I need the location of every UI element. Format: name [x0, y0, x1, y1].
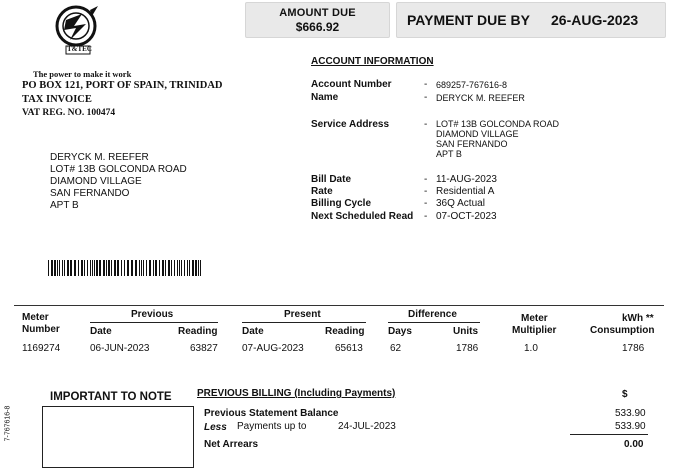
- logo-text: T&TEC: [67, 45, 92, 53]
- previous-billing-heading: PREVIOUS BILLING (Including Payments): [197, 388, 396, 399]
- multiplier-header: Meter: [521, 313, 548, 324]
- service-address-line: APT B: [436, 149, 462, 159]
- barcode-bar: [181, 260, 182, 276]
- barcode-bar: [192, 260, 194, 276]
- separator-dash: -: [424, 174, 428, 185]
- meter-number-header: Meter: [22, 312, 49, 323]
- row-prev-date: 06-JUN-2023: [90, 343, 150, 354]
- barcode-bar: [184, 260, 185, 276]
- days-header: Days: [388, 326, 412, 337]
- bill-date-value: 11-AUG-2023: [436, 174, 497, 185]
- separator-dash: -: [424, 79, 428, 90]
- difference-header: Difference: [408, 309, 457, 320]
- units-header: Units: [453, 326, 478, 337]
- barcode-bar: [127, 260, 129, 276]
- document-type: TAX INVOICE: [22, 94, 92, 105]
- barcode-bar: [174, 260, 175, 276]
- barcode-bar: [165, 260, 166, 276]
- barcode-bar: [177, 260, 178, 276]
- amount-due-value: $666.92: [295, 20, 340, 34]
- less-label: Less: [204, 422, 227, 433]
- row-units: 1786: [456, 343, 479, 354]
- barcode-bar: [59, 260, 60, 276]
- barcode-bar: [70, 260, 72, 276]
- row-multiplier: 1.0: [524, 343, 538, 354]
- barcode-bar: [87, 260, 88, 276]
- service-address-label: Service Address: [311, 119, 390, 130]
- billing-cycle-value: 36Q Actual: [436, 198, 485, 209]
- kwh-header: Consumption: [590, 325, 655, 336]
- previous-header: Previous: [131, 309, 174, 320]
- barcode-bar: [62, 260, 63, 276]
- barcode-bar: [117, 260, 119, 276]
- barcode-bar: [171, 260, 172, 276]
- barcode-bar: [200, 260, 201, 276]
- company-logo: [52, 4, 108, 66]
- postal-barcode: [48, 260, 203, 276]
- amount-due-box: [245, 2, 390, 38]
- difference-underline: [388, 322, 480, 323]
- barcode-bar: [74, 260, 76, 276]
- barcode-bar: [90, 260, 91, 276]
- account-number-value: 689257-767616-8: [436, 80, 508, 90]
- barcode-bar: [51, 260, 53, 276]
- separator-dash: -: [424, 119, 428, 130]
- separator-dash: -: [424, 198, 428, 209]
- barcode-bar: [114, 260, 116, 276]
- barcode-bar: [124, 260, 125, 276]
- prev-balance-label: Previous Statement Balance: [204, 408, 339, 419]
- barcode-bar: [189, 260, 190, 276]
- barcode-bar: [149, 260, 151, 276]
- separator-dash: -: [424, 211, 428, 222]
- customer-address-line: APT B: [50, 200, 79, 211]
- barcode-bar: [99, 260, 101, 276]
- barcode-bar: [96, 260, 98, 276]
- barcode-bar: [143, 260, 144, 276]
- side-account-text: 7-767616-8: [4, 405, 12, 442]
- important-note-heading: IMPORTANT TO NOTE: [50, 391, 172, 403]
- name-label: Name: [311, 92, 339, 103]
- present-underline: [242, 322, 366, 323]
- barcode-bar: [67, 260, 69, 276]
- rate-label: Rate: [311, 186, 333, 197]
- row-kwh: 1786: [622, 343, 645, 354]
- barcode-bar: [64, 260, 65, 276]
- barcode-bar: [81, 260, 83, 276]
- payments-value: 533.90: [615, 421, 646, 432]
- previous-underline: [90, 322, 218, 323]
- service-address-line: SAN FERNANDO: [436, 139, 508, 149]
- barcode-bar: [135, 260, 137, 276]
- pres-date-header: Date: [242, 326, 264, 337]
- vat-number: VAT REG. NO. 100474: [22, 108, 116, 118]
- net-arrears-value: 0.00: [624, 439, 644, 450]
- account-number-label: Account Number: [311, 79, 392, 90]
- payment-due-label: PAYMENT DUE BY: [407, 12, 530, 28]
- net-arrears-label: Net Arrears: [204, 439, 259, 450]
- row-prev-reading: 63827: [190, 343, 218, 354]
- prev-reading-header: Reading: [178, 326, 218, 337]
- multiplier-header: Multiplier: [512, 325, 557, 336]
- row-meter-number: 1169274: [22, 343, 61, 354]
- billing-cycle-label: Billing Cycle: [311, 198, 372, 209]
- barcode-bar: [155, 260, 157, 276]
- barcode-bar: [121, 260, 122, 276]
- prev-date-header: Date: [90, 326, 112, 337]
- service-address-line: LOT# 13B GOLCONDA ROAD: [436, 119, 560, 129]
- barcode-bar: [54, 260, 56, 276]
- pres-reading-header: Reading: [325, 326, 365, 337]
- barcode-bar: [78, 260, 79, 276]
- barcode-bar: [131, 260, 133, 276]
- barcode-bar: [168, 260, 170, 276]
- present-header: Present: [284, 309, 321, 320]
- row-pres-date: 07-AUG-2023: [242, 343, 304, 354]
- payments-date: 24-JUL-2023: [338, 421, 396, 432]
- barcode-bar: [179, 260, 180, 276]
- barcode-bar: [94, 260, 95, 276]
- service-address-value: [436, 119, 559, 159]
- barcode-bar: [141, 260, 142, 276]
- barcode-bar: [57, 260, 58, 276]
- company-tagline: The power to make it work: [33, 69, 132, 79]
- customer-address: [50, 152, 187, 212]
- name-value: DERYCK M. REEFER: [436, 93, 525, 103]
- customer-address-line: LOT# 13B GOLCONDA ROAD: [50, 164, 187, 175]
- barcode-bar: [92, 260, 93, 276]
- company-address: PO BOX 121, PORT OF SPAIN, TRINIDAD: [22, 80, 223, 91]
- barcode-bar: [106, 260, 107, 276]
- bill-date-label: Bill Date: [311, 174, 352, 185]
- barcode-bar: [48, 260, 49, 276]
- table-top-rule: [14, 305, 664, 306]
- prev-balance-value: 533.90: [615, 408, 646, 419]
- customer-address-line: DIAMOND VILLAGE: [50, 176, 142, 187]
- payment-due-box: [396, 2, 666, 38]
- rate-value: Residential A: [436, 186, 495, 197]
- separator-dash: -: [424, 92, 428, 103]
- row-days: 62: [390, 343, 402, 354]
- barcode-bar: [159, 260, 160, 276]
- kwh-header: kWh **: [622, 313, 654, 324]
- important-note-box: [42, 406, 194, 468]
- service-address-line: DIAMOND VILLAGE: [436, 129, 519, 139]
- barcode-bar: [103, 260, 105, 276]
- barcode-bar: [162, 260, 164, 276]
- payment-due-date: 26-AUG-2023: [551, 12, 639, 28]
- barcode-bar: [84, 260, 85, 276]
- account-info-heading: ACCOUNT INFORMATION: [311, 56, 434, 67]
- separator-dash: -: [424, 186, 428, 197]
- meter-number-header: Number: [22, 324, 60, 335]
- barcode-bar: [139, 260, 140, 276]
- row-pres-reading: 65613: [335, 343, 363, 354]
- barcode-bar: [111, 260, 112, 276]
- next-read-label: Next Scheduled Read: [311, 211, 414, 222]
- customer-address-line: SAN FERNANDO: [50, 188, 130, 199]
- barcode-bar: [153, 260, 154, 276]
- barcode-bar: [108, 260, 110, 276]
- barcode-bar: [195, 260, 197, 276]
- customer-name: DERYCK M. REEFER: [50, 152, 149, 163]
- amount-due-label: AMOUNT DUE: [279, 7, 356, 19]
- barcode-bar: [187, 260, 188, 276]
- payments-label: Payments up to: [237, 421, 307, 432]
- subtotal-rule: [570, 434, 648, 435]
- currency-symbol: $: [622, 389, 628, 400]
- barcode-bar: [146, 260, 147, 276]
- barcode-bar: [198, 260, 199, 276]
- next-read-value: 07-OCT-2023: [436, 211, 497, 222]
